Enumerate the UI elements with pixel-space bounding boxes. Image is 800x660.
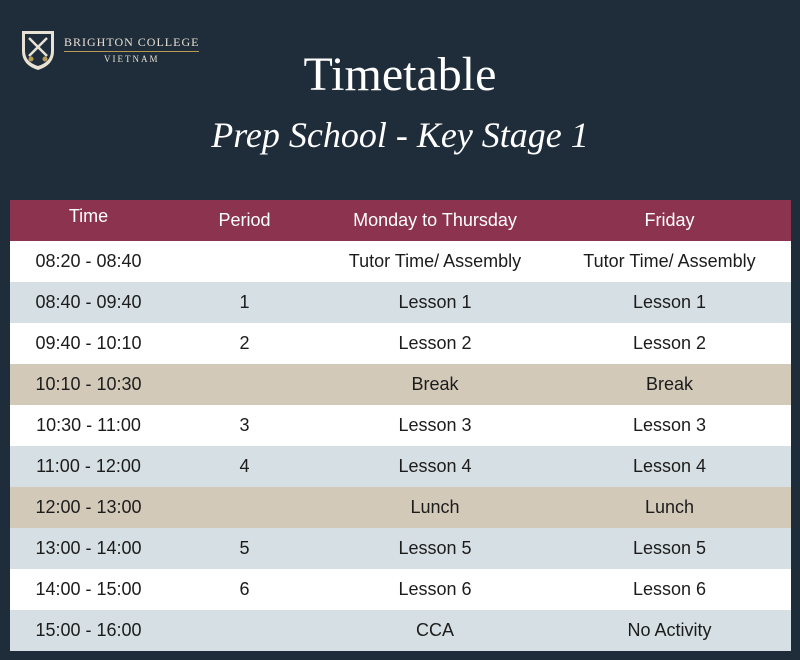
friday-cell: Lesson 3: [632, 415, 707, 435]
monday-to-thursday-cell: Lesson 3: [398, 415, 472, 435]
friday-cell: Break: [645, 374, 694, 394]
time-cell: 08:20 - 08:40: [35, 251, 142, 271]
table-row: [10, 446, 791, 487]
period-cell: 1: [239, 292, 250, 312]
time-cell: 14:00 - 15:00: [35, 579, 142, 599]
table-body: [10, 241, 791, 651]
header-period: Period: [218, 210, 271, 230]
time-cell: 15:00 - 16:00: [35, 620, 142, 640]
period-cell: 2: [239, 333, 250, 353]
logo-country: VIETNAM: [103, 54, 160, 64]
timetable: [10, 200, 791, 651]
logo-school-name: BRIGHTON COLLEGE: [64, 35, 200, 49]
friday-cell: Lunch: [644, 497, 695, 517]
table-row: [10, 405, 791, 446]
friday-cell: Lesson 2: [632, 333, 707, 353]
page-title: Timetable: [303, 48, 497, 101]
monday-to-thursday-cell: Lesson 2: [398, 333, 472, 353]
time-cell: 12:00 - 13:00: [35, 497, 142, 517]
friday-cell: No Activity: [627, 620, 712, 640]
table-row: [10, 487, 791, 528]
header-monday-to-thursday: Monday to Thursday: [353, 210, 517, 230]
monday-to-thursday-cell: Lesson 5: [398, 538, 472, 558]
time-cell: 09:40 - 10:10: [35, 333, 142, 353]
monday-to-thursday-cell: Tutor Time/ Assembly: [348, 251, 522, 271]
table-row: [10, 569, 791, 610]
monday-to-thursday-cell: Lesson 6: [398, 579, 472, 599]
time-cell: 11:00 - 12:00: [36, 456, 141, 476]
table-row: [10, 364, 791, 405]
monday-to-thursday-cell: Lesson 4: [398, 456, 472, 476]
time-cell: 10:10 - 10:30: [35, 374, 142, 394]
friday-cell: Lesson 6: [632, 579, 707, 599]
page-subtitle: Prep School - Key Stage 1: [211, 115, 589, 155]
monday-to-thursday-cell: Lunch: [410, 497, 460, 517]
table-row: [10, 241, 791, 282]
header-time: Time: [68, 206, 109, 226]
table-row: [10, 528, 791, 569]
friday-cell: Lesson 5: [632, 538, 707, 558]
table-header-row: [10, 200, 791, 241]
period-cell: 5: [239, 538, 250, 558]
period-cell: 6: [239, 579, 250, 599]
monday-to-thursday-cell: Break: [411, 374, 459, 394]
table-row: [10, 282, 791, 323]
period-cell: 3: [239, 415, 250, 435]
table-row: [10, 610, 791, 651]
monday-to-thursday-cell: Lesson 1: [398, 292, 472, 312]
time-cell: 08:40 - 09:40: [35, 292, 142, 312]
time-cell: 10:30 - 11:00: [36, 415, 141, 435]
friday-cell: Tutor Time/ Assembly: [583, 251, 756, 271]
friday-cell: Lesson 1: [632, 292, 707, 312]
table-row: [10, 323, 791, 364]
friday-cell: Lesson 4: [632, 456, 707, 476]
monday-to-thursday-cell: CCA: [415, 620, 454, 640]
header-friday: Friday: [644, 210, 695, 230]
period-cell: 4: [239, 456, 250, 476]
time-cell: 13:00 - 14:00: [35, 538, 142, 558]
